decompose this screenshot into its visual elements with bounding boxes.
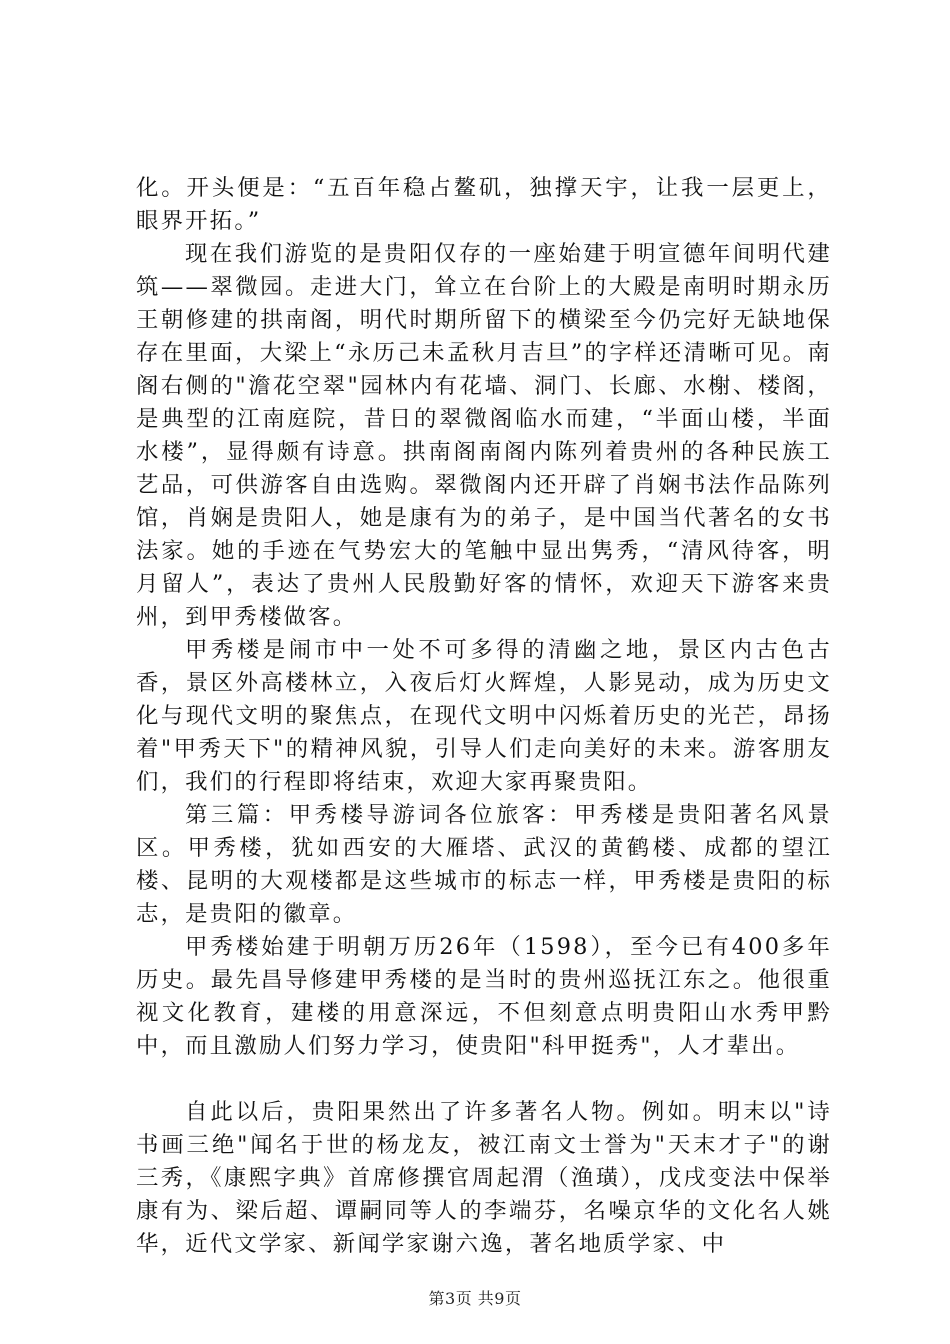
paragraph-cuiwei-garden: 现在我们游览的是贵阳仅存的一座始建于明宣德年间明代建筑——翠微园。走进大门，耸立在台阶上的大殿是南明时期永历王朝修建的拱南阁，明代时期所留下的横梁至今仍完好无缺地保存在里面，大梁上“永历己未孟秋月吉旦”的字样还清晰可见。南阁右侧的"澹花空翠"园林内有花墙、洞门、长廊、水榭、楼阁，是典型的江南庭院，昔日的翠微阁临水而建，“半面山楼，半面水楼”，显得颇有诗意。拱南阁南阁内陈列着贵州的各种民族工艺品，可供游客自由选购。翠微阁内还开辟了肖娴书法作品陈列馆，肖娴是贵阳人，她是康有为的弟子，是中国当代著名的女书法家。她的手迹在气势宏大的笔触中显出隽秀，“清风待客，明月留人”，表达了贵州人民殷勤好客的情怀，欢迎天下游客来贵州，到甲秀楼做客。 bbox=[136, 241, 832, 630]
paragraph-continuation: 化。开头便是：“五百年稳占鳌矶，独撑天宇，让我一层更上，眼界开拓。” bbox=[136, 175, 832, 234]
page-number-footer: 第3页 共9页 bbox=[428, 1289, 522, 1308]
paragraph-jiaxiu-tower-scene: 甲秀楼是闹市中一处不可多得的清幽之地，景区内古色古香，景区外高楼林立，入夜后灯火辉煌，人影晃动，成为历史文化与现代文明的聚焦点，在现代文明中闪烁着历史的光芒，昂扬着"甲秀天下"的精神风貌，引导人们走向美好的未来。游客朋友们，我们的行程即将结束，欢迎大家再聚贵阳。 bbox=[136, 637, 832, 795]
document-body bbox=[136, 172, 832, 1261]
paragraph-spacer bbox=[136, 1063, 832, 1096]
paragraph-chapter-three: 第三篇：甲秀楼导游词各位旅客：甲秀楼是贵阳著名风景区。甲秀楼，犹如西安的大雁塔、武汉的黄鹤楼、成都的望江楼、昆明的大观楼都是这些城市的标志一样，甲秀楼是贵阳的标志，是贵阳的徽章。 bbox=[136, 802, 832, 927]
paragraph-history: 甲秀楼始建于明朝万历26年（1598），至今已有400多年历史。最先昌导修建甲秀楼的是当时的贵州巡抚江东之。他很重视文化教育，建楼的用意深远，不但刻意点明贵阳山水秀甲黔中，而且激励人们努力学习，使贵阳"科甲挺秀"，人才辈出。 bbox=[136, 934, 832, 1059]
paragraph-famous-people: 自此以后，贵阳果然出了许多著名人物。例如。明末以"诗书画三绝"闻名于世的杨龙友，被江南文士誉为"天末才子"的谢三秀，《康熙字典》首席修撰官周起渭（渔璜），戊戌变法中保举康有为、梁后超、谭嗣同等人的李端芬，名噪京华的文化名人姚华，近代文学家、新闻学家谢六逸，著名地质学家、中 bbox=[136, 1099, 832, 1257]
